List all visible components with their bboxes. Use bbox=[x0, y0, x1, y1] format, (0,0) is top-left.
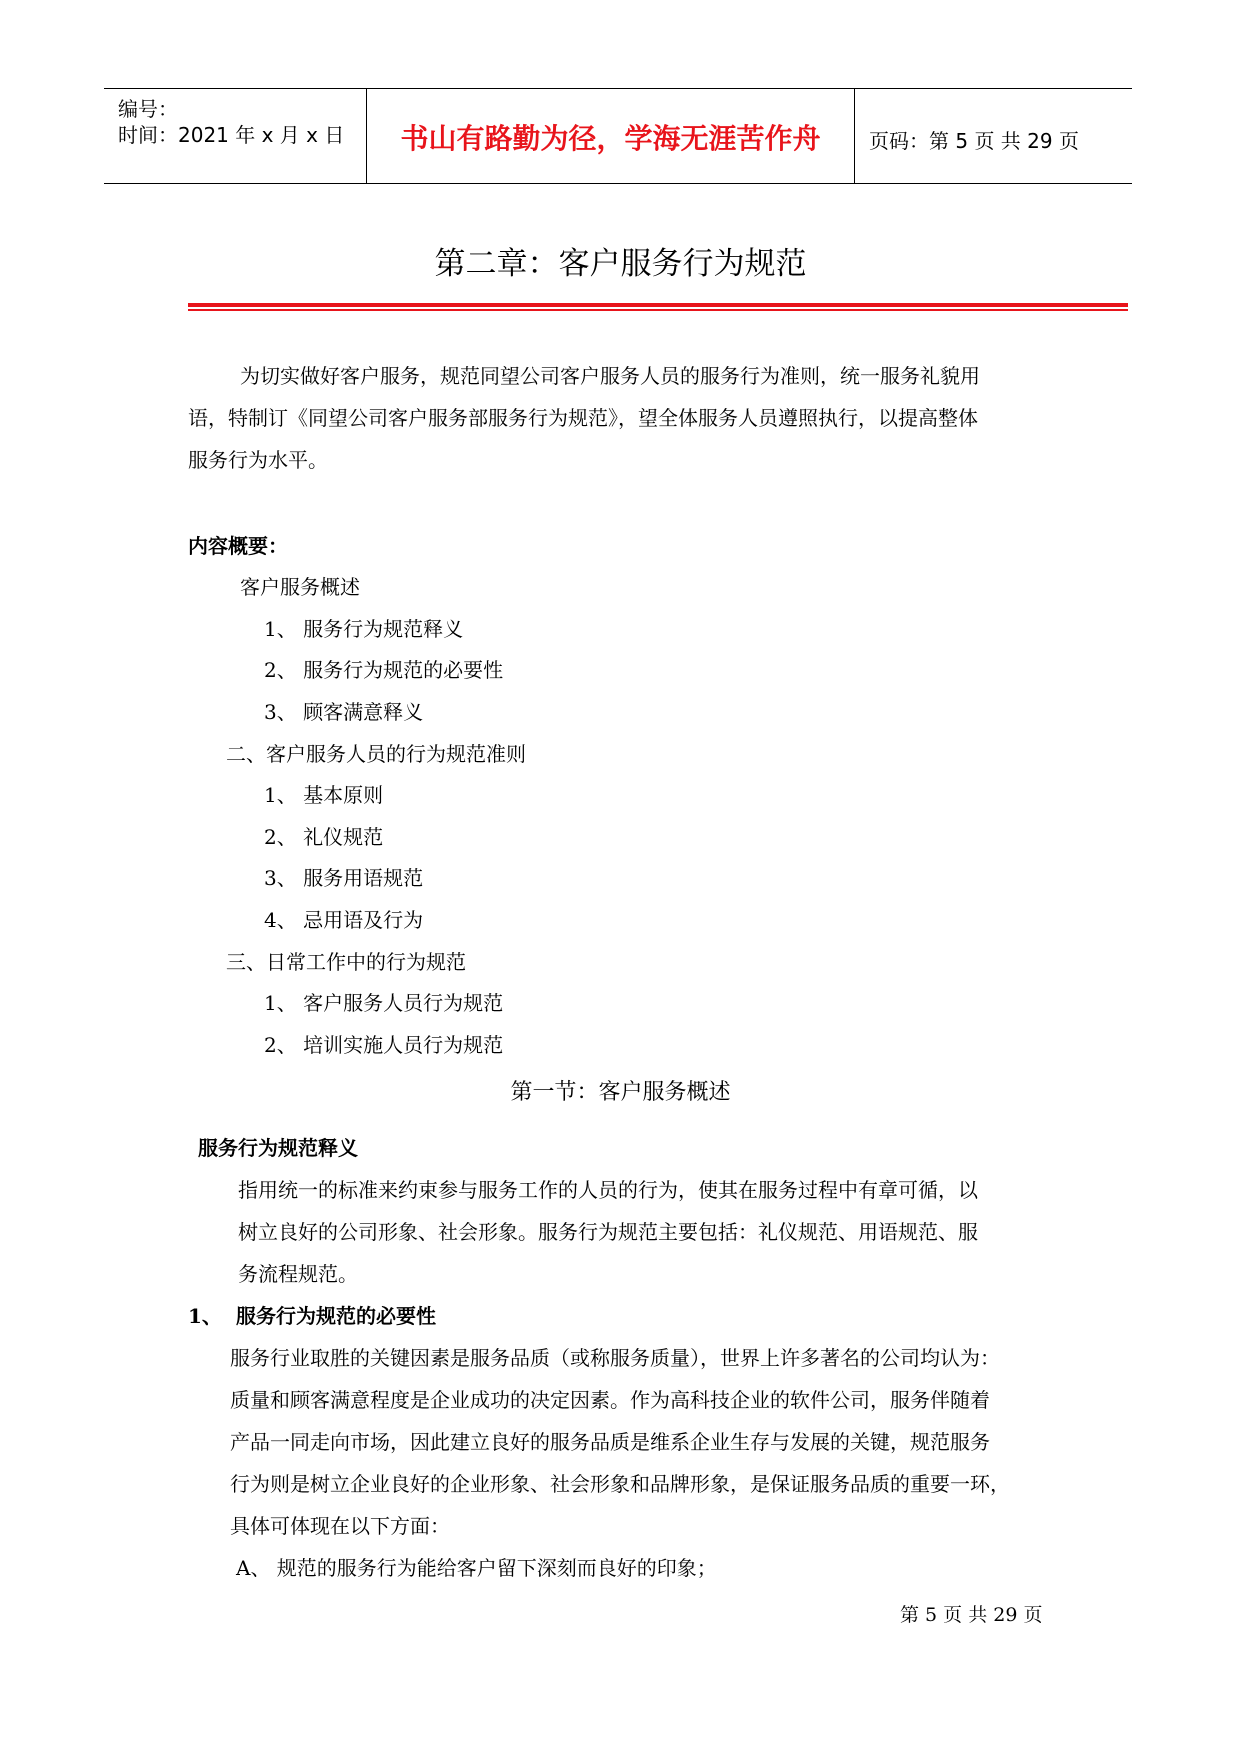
intro-line: 语，特制订《同望公司客户服务部服务行为规范》，望全体服务人员遵照执行，以提高整体 bbox=[188, 406, 978, 430]
header-info-cell bbox=[104, 89, 367, 183]
point-a: A、 规范的服务行为能给客户留下深刻而良好的印象； bbox=[236, 1556, 717, 1580]
title-rule-thick bbox=[188, 303, 1128, 307]
header-page-label: 页码：第 5 页 共 29 页 bbox=[869, 129, 1079, 153]
subsection-number: 1、 bbox=[188, 1304, 222, 1328]
chapter-title: 第二章：客户服务行为规范 bbox=[434, 246, 807, 282]
outline-heading: 内容概要： bbox=[188, 534, 288, 558]
subsection-line: 树立良好的公司形象、社会形象。服务行为规范主要包括：礼仪规范、用语规范、服 bbox=[238, 1220, 978, 1244]
subsection-line: 具体可体现在以下方面： bbox=[230, 1514, 450, 1538]
header-page-cell bbox=[855, 89, 1132, 183]
outline-item: 1、 客户服务人员行为规范 bbox=[264, 991, 504, 1015]
section-title: 第一节：客户服务概述 bbox=[510, 1080, 731, 1105]
subsection-line: 行为则是树立企业良好的企业形象、社会形象和品牌形象，是保证服务品质的重要一环， bbox=[230, 1472, 1010, 1496]
subsection-line: 质量和顾客满意程度是企业成功的决定因素。作为高科技企业的软件公司，服务伴随着 bbox=[230, 1388, 990, 1412]
page-footer: 第 5 页 共 29 页 bbox=[900, 1604, 1043, 1626]
intro-line: 为切实做好客户服务，规范同望公司客户服务人员的服务行为准则，统一服务礼貌用 bbox=[240, 364, 980, 388]
outline-item: 二、客户服务人员的行为规范准则 bbox=[226, 742, 526, 766]
header-table bbox=[104, 88, 1132, 184]
subsection-line: 服务行业取胜的关键因素是服务品质（或称服务质量），世界上许多著名的公司均认为： bbox=[230, 1346, 1000, 1370]
subsection-line: 产品一同走向市场，因此建立良好的服务品质是维系企业生存与发展的关键，规范服务 bbox=[230, 1430, 990, 1454]
outline-item: 2、 培训实施人员行为规范 bbox=[264, 1033, 504, 1057]
header-time-label: 时间：2021 年 x 月 x 日 bbox=[118, 123, 345, 147]
subsection-line: 务流程规范。 bbox=[238, 1262, 358, 1286]
outline-item: 1、 基本原则 bbox=[264, 783, 384, 807]
subsection-heading: 服务行为规范释义 bbox=[198, 1136, 358, 1160]
outline-item: 3、 服务用语规范 bbox=[264, 866, 424, 890]
title-rule-thin bbox=[188, 309, 1128, 311]
outline-item: 3、 顾客满意释义 bbox=[264, 700, 424, 724]
subsection-heading: 服务行为规范的必要性 bbox=[236, 1304, 436, 1328]
outline-item: 2、 礼仪规范 bbox=[264, 825, 384, 849]
header-motto-cell bbox=[367, 89, 855, 183]
header-number-label: 编号： bbox=[118, 97, 178, 121]
outline-item: 1、 服务行为规范释义 bbox=[264, 617, 464, 641]
outline-item: 4、 忌用语及行为 bbox=[264, 908, 424, 932]
subsection-line: 指用统一的标准来约束参与服务工作的人员的行为，使其在服务过程中有章可循，以 bbox=[238, 1178, 978, 1202]
header-motto: 书山有路勤为径，学海无涯苦作舟 bbox=[400, 122, 821, 155]
outline-item: 三、日常工作中的行为规范 bbox=[226, 950, 466, 974]
outline-item: 客户服务概述 bbox=[240, 575, 360, 599]
intro-line: 服务行为水平。 bbox=[188, 448, 328, 472]
outline-item: 2、 服务行为规范的必要性 bbox=[264, 658, 504, 682]
